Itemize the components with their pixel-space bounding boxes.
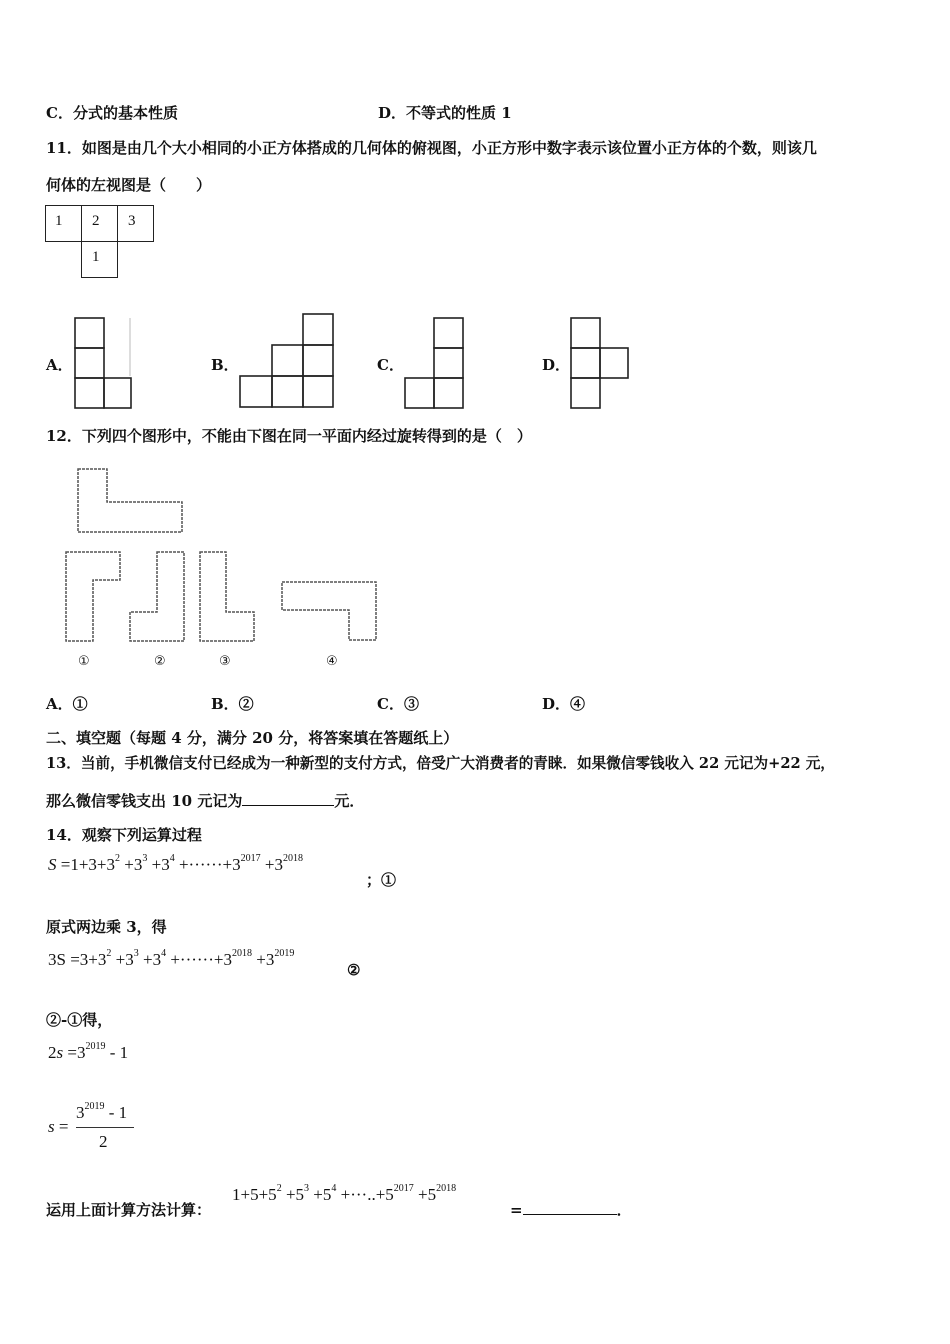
q11-option-d-figure [568,316,632,410]
option-d-q10: D．不等式的性质 1 [378,104,512,122]
q14-equation-3: $2s =3^{2019} - 1$ [48,1041,129,1062]
q12-shape-3 [198,550,258,644]
q11-option-d: D． [542,356,571,374]
grid-cell [117,205,154,242]
q14-equation-4-lhs: s = [48,1117,69,1136]
option-c-q10: C．分式的基本性质 [46,104,178,122]
q11-option-a-figure [72,316,134,410]
q13-line1: 13．当前，手机微信支付已经成为一种新型的支付方式，倍受广大消费者的青睐．如果微信零钱收入 22 元记为+22 元， [46,755,835,772]
q12-reference-shape [76,467,186,535]
q11-option-c-figure [403,316,467,410]
grid-cell [45,205,82,242]
q11-stem-line1: 11．如图是由几个大小相同的小正方体搭成的几何体的俯视图，小正方形中数字表示该位置小正方体的个数，则该几 [46,139,817,157]
q14-final-equals: = [510,1201,523,1219]
q14-final-expression: $1+5+5^2 +5^3 +5^4 +\cdot\cdot\cdot..+5^{2017} +5^{2018}$ [232,1183,457,1204]
grid-cell [81,205,118,242]
grid-cell [81,241,118,278]
q14-step-text: 原式两边乘 3，得 [46,918,167,936]
grid-number: 2 [92,213,100,229]
q14-fraction-denominator: 2 [99,1132,108,1151]
q12-option-c: C．③ [377,695,419,713]
q12-stem: 12．下列四个图形中，不能由下图在同一平面内经过旋转得到的是（ ） [46,427,532,445]
q13-answer-blank[interactable] [242,805,334,806]
q12-shape-1 [64,550,124,644]
q14-answer-blank[interactable] [523,1214,617,1215]
q14-equation-1: $S =1+3+3^2 +3^3 +3^4 +\cdot\cdot\cdot\cdot\cdot\cdot+3^{2017} +3^{2018}$ [48,853,303,874]
q13-line2 [46,790,364,811]
q11-option-b: B． [211,356,239,374]
q12-option-d: D．④ [542,695,586,713]
grid-number: 1 [55,213,63,229]
q14-final-answer [510,1199,632,1220]
q14-eq1-tag: ；① [366,871,397,889]
q14-diff-text: ②-①得， [46,1011,113,1029]
grid-number: 3 [128,213,136,229]
q14-final-prefix: 运用上面计算方法计算： [46,1201,212,1219]
q14-fraction-numerator: $3^{2019} - 1$ [76,1101,128,1122]
q12-label-3: ③ [219,654,231,669]
q12-label-2: ② [154,654,166,669]
q12-shape-4 [280,580,380,644]
section-heading: 二、填空题（每题 4 分，满分 20 分，将答案填在答题纸上） [46,729,459,747]
grid-number: 1 [92,249,100,265]
q14-eq2-tag: ② [347,961,361,979]
q12-label-4: ④ [326,654,338,669]
q12-option-a: A．① [46,695,88,713]
q12-label-1: ① [78,654,90,669]
q11-option-a: A． [46,356,73,374]
q13-line2-prefix: 那么微信零钱支出 10 元记为 [46,792,243,810]
q14-final-end: ． [616,1201,632,1219]
q12-shape-2 [128,550,188,644]
q11-option-b-figure [238,312,336,410]
q14-equation-2: $3S =3+3^2 +3^3 +3^4 +\cdot\cdot\cdot\cdot\cdot\cdot+3^{2018} +3^{2019}$ [48,948,295,969]
q11-stem-line2: 何体的左视图是（ ） [46,176,212,194]
q13-line2-suffix: 元． [334,792,365,810]
q12-option-b: B．② [211,695,254,713]
fraction-bar [76,1127,134,1128]
q14-stem: 14．观察下列运算过程 [46,826,202,844]
q11-option-c: C． [377,356,404,374]
